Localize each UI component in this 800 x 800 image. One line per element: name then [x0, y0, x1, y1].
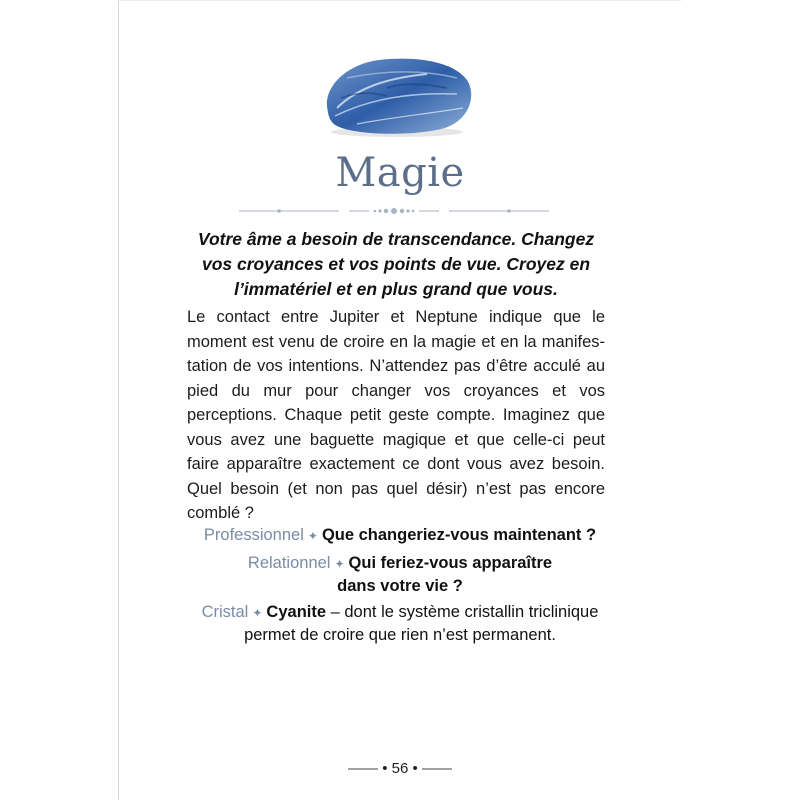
book-page [118, 0, 681, 800]
crystal-description-line2: permet de croire que rien n’est permanent. [244, 626, 556, 644]
relational-question-line1: Qui feriez-vous apparaître [348, 554, 553, 572]
sparkle-icon: ✦ [307, 529, 318, 543]
sparkle-icon: ✦ [252, 606, 263, 620]
relational-label: Relationnel [247, 554, 331, 572]
ornamental-divider [239, 203, 549, 219]
body-paragraph: Le contact entre Jupiter et Neptune indique que le moment est venu de croire en la magie et en la manifestation de vos intentions. N’attendez pas d’être acculé au pied du mur pour changer vos croyances et vos perceptions. Chaque petit geste compte. Imaginez que vous avez une baguette magique et que celle-ci peut faire apparaître exactement ce dont vous avez besoin. Quel besoin (et non pas quel désir) n’est pas encore comblé ? [187, 308, 605, 522]
footer-rule-right: —— [421, 760, 452, 777]
lead-paragraph: Votre âme a besoin de transcendance. Changez vos croyances et vos points de vue. Croyez en l’immatériel et en plus grand que vous. [197, 229, 595, 299]
professional-label: Professionnel [203, 526, 304, 544]
relational-section [149, 552, 651, 597]
crystal-description-line1: – dont le système cristallin triclinique [330, 603, 599, 621]
relational-question-line2: dans votre vie ? [337, 577, 463, 595]
crystal-section [149, 601, 651, 646]
kyanite-stone-image [317, 48, 477, 140]
professional-question: Que changeriez-vous maintenant ? [321, 526, 597, 544]
page-number-footer [119, 760, 681, 777]
crystal-label: Cristal [201, 603, 249, 621]
footer-bullet-right: • [412, 760, 418, 777]
sparkle-icon: ✦ [334, 557, 345, 571]
crystal-name: Cyanite [266, 603, 327, 621]
page-title: Magie [335, 150, 465, 196]
page-number: 56 [391, 760, 409, 777]
footer-bullet-left: • [382, 760, 388, 777]
professional-section [149, 524, 651, 547]
footer-rule-left: —— [348, 760, 379, 777]
